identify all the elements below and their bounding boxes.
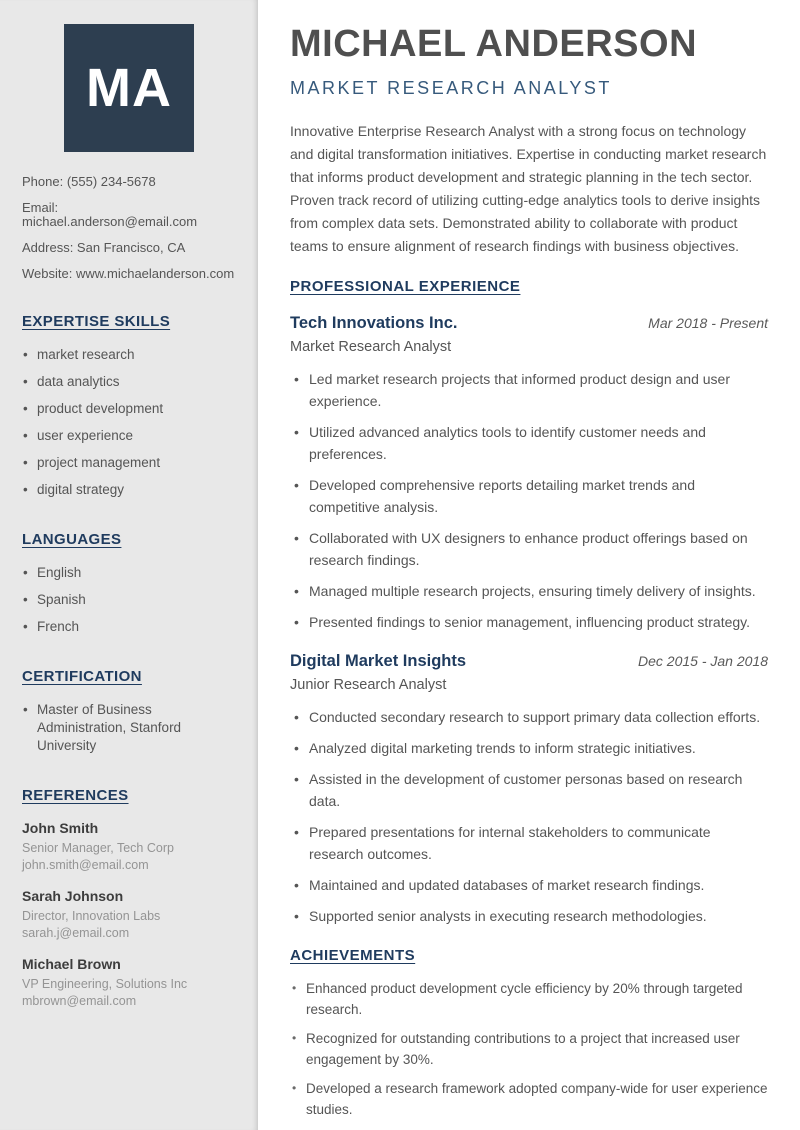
language-item: • French [22,618,236,636]
job-bullet: • Managed multiple research projects, ensuring timely delivery of insights. [290,580,768,602]
reference-entry [22,820,236,874]
skill-item: • project management [22,454,236,472]
contact-list [22,175,236,281]
skills-list [22,346,236,499]
company-name: Digital Market Insights [290,652,467,670]
job-bullet: • Conducted secondary research to support primary data collection efforts. [290,706,768,728]
reference-role: Director, Innovation Labs [22,909,161,923]
avatar [64,24,194,152]
contact-line: Email: michael.anderson@email.com [22,200,198,229]
sidebar [0,0,258,1130]
job-bullet: • Developed comprehensive reports detailing market trends and competitive analysis. [290,474,768,518]
avatar-initials: MA [86,58,172,118]
job-bullet: • Analyzed digital marketing trends to inform strategic initiatives. [290,737,768,759]
sidebar-heading-certification: CERTIFICATION [22,668,142,685]
sidebar-heading-expertise-skills: EXPERTISE SKILLS [22,313,171,330]
contact-line: Website: www.michaelanderson.com [22,266,235,281]
reference-entry [22,888,236,942]
reference-role: Senior Manager, Tech Corp [22,841,174,855]
section-expertise-skills [22,313,236,499]
sidebar-heading-references: REFERENCES [22,787,129,804]
job-role: Market Research Analyst [290,339,452,355]
job-dates: Dec 2015 - Jan 2018 [638,653,768,669]
certification-list [22,701,236,755]
job-dates: Mar 2018 - Present [648,315,768,331]
skill-item: • product development [22,400,236,418]
reference-email: mbrown@email.com [22,994,137,1008]
section-heading-achievements: ACHIEVEMENTS [290,947,416,964]
job-role: Junior Research Analyst [290,677,447,693]
language-item: • English [22,564,236,582]
page-title: MICHAEL ANDERSON [290,23,698,65]
achievement-item: • Recognized for outstanding contributions to a project that increased user engagement by 30%. [290,1028,768,1070]
job-header [290,314,768,333]
job-header [290,652,768,671]
reference-email: sarah.j@email.com [22,926,130,940]
skill-item: • user experience [22,427,236,445]
references-list [22,820,236,1010]
section-languages [22,531,236,636]
languages-list [22,564,236,636]
contact-line: Address: San Francisco, CA [22,240,186,255]
job-bullet: • Collaborated with UX designers to enhance product offerings based on research findings. [290,527,768,571]
skill-item: • market research [22,346,236,364]
job-entry-digital-market-insights [290,652,768,927]
summary-text: Innovative Enterprise Research Analyst with a strong focus on technology and digital transformation initiatives. Expertise in conducting market research that informs product development and strategic planning in the tech sector. Proven track record of utilizing cutting-edge analytics tools to derive insights from complex data sets. Demonstrated ability to collaborate with product teams to ensure alignment of research findings with business objectives. [290,123,767,254]
skill-item: • digital strategy [22,481,236,499]
section-references [22,787,236,1010]
job-bullet: • Presented findings to senior management, influencing product strategy. [290,611,768,633]
reference-email: john.smith@email.com [22,858,149,872]
company-name: Tech Innovations Inc. [290,314,458,332]
job-bullets [290,706,768,927]
main-content [258,0,800,1130]
job-bullet: • Utilized advanced analytics tools to identify customer needs and preferences. [290,421,768,465]
reference-name: John Smith [22,820,99,836]
certification-item: • Master of Business Administration, Stanford University [22,701,236,755]
professional-title: MARKET RESEARCH ANALYST [290,78,612,98]
job-bullet: • Prepared presentations for internal stakeholders to communicate research outcomes. [290,821,768,865]
job-bullet: • Maintained and updated databases of market research findings. [290,874,768,896]
job-bullets [290,368,768,633]
skill-item: • data analytics [22,373,236,391]
job-bullet: • Led market research projects that informed product design and user experience. [290,368,768,412]
sidebar-heading-languages: LANGUAGES [22,531,122,548]
achievement-item: • Developed a research framework adopted company-wide for user experience studies. [290,1078,768,1120]
reference-entry [22,956,236,1010]
reference-role: VP Engineering, Solutions Inc [22,977,188,991]
achievements-list [290,978,768,1120]
job-bullet: • Supported senior analysts in executing research methodologies. [290,905,768,927]
language-item: • Spanish [22,591,236,609]
job-entry-tech-innovations [290,314,768,633]
reference-name: Michael Brown [22,956,121,972]
job-bullet: • Assisted in the development of customer personas based on research data. [290,768,768,812]
reference-name: Sarah Johnson [22,888,124,904]
achievement-item: • Enhanced product development cycle efficiency by 20% through targeted research. [290,978,768,1020]
contact-line: Phone: (555) 234-5678 [22,174,156,189]
section-heading-professional-experience: PROFESSIONAL EXPERIENCE [290,278,521,295]
section-certification [22,668,236,755]
